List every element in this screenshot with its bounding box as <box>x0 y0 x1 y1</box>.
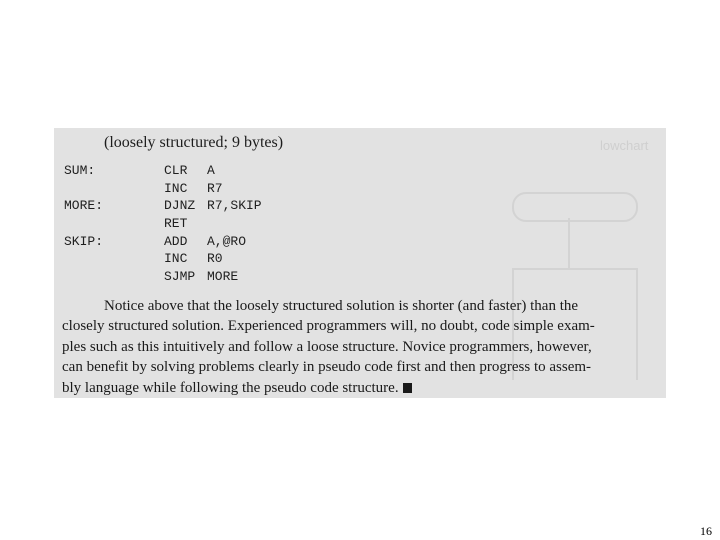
show-through-flowchart-connector <box>568 218 570 270</box>
code-line <box>64 233 262 251</box>
code-line <box>64 180 262 198</box>
code-label: SKIP: <box>64 233 104 249</box>
code-mnemonic: DJNZ <box>164 198 196 214</box>
code-operand: MORE <box>207 269 239 285</box>
code-mnemonic: ADD <box>164 233 188 249</box>
code-mnemonic: INC <box>164 180 188 196</box>
code-operand: R0 <box>207 251 223 267</box>
code-line <box>64 250 262 268</box>
paragraph-line-last <box>62 378 662 398</box>
show-through-text: lowchart <box>600 138 649 153</box>
code-mnemonic: CLR <box>164 163 188 178</box>
end-of-example-mark <box>403 383 412 393</box>
code-mnemonic: INC <box>164 251 188 267</box>
code-operand: A <box>207 163 215 178</box>
code-operand: R7,SKIP <box>207 198 262 214</box>
paragraph-line: closely structured solution. Experienced programmers will, no doubt, code simple exam- <box>62 318 595 335</box>
scanned-page-excerpt <box>54 128 666 398</box>
assembly-code-listing <box>64 162 262 286</box>
show-through-flowchart-terminal <box>512 192 638 222</box>
paragraph-line: can benefit by solving problems clearly in pseudo code first and then progress to assem- <box>62 359 592 376</box>
code-line <box>64 268 262 286</box>
code-line <box>64 215 262 233</box>
code-label <box>64 180 164 198</box>
code-line <box>64 162 262 180</box>
paragraph-line-text: bly language while following the pseudo code structure. <box>62 379 399 396</box>
code-mnemonic: RET <box>164 216 188 232</box>
paragraph-line: ples such as this intuitively and follow a loose structure. Novice programmers, however, <box>62 338 592 355</box>
code-label <box>64 250 164 268</box>
code-label <box>64 268 164 286</box>
explanation-paragraph <box>62 296 662 398</box>
code-operand: R7 <box>207 180 223 196</box>
code-heading: (loosely structured; 9 bytes) <box>104 134 284 151</box>
code-line <box>64 197 262 215</box>
code-operand: A,@RO <box>207 233 247 249</box>
code-label <box>64 215 164 233</box>
code-mnemonic: SJMP <box>164 269 196 285</box>
page-number: 16 <box>700 524 712 538</box>
code-label: MORE: <box>64 198 104 214</box>
code-label: SUM: <box>64 163 96 178</box>
paragraph-line: Notice above that the loosely structured solution is shorter (and faster) than the <box>104 298 579 314</box>
